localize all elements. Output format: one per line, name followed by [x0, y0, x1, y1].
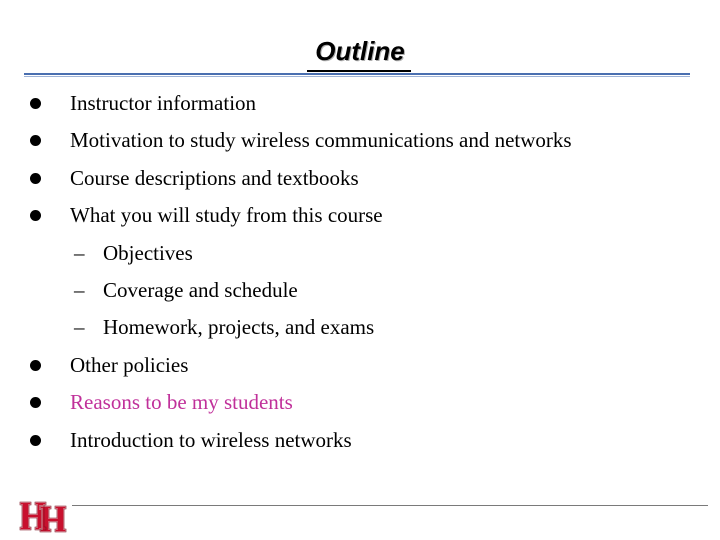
list-item-text: Introduction to wireless networks	[70, 428, 352, 452]
bullet-dot	[30, 173, 41, 184]
title-underline	[307, 70, 411, 72]
list-item-text: Course descriptions and textbooks	[70, 166, 359, 190]
sub-list-item-text: Coverage and schedule	[103, 278, 298, 302]
university-logo-icon	[18, 500, 70, 536]
sub-bullet-dash: –	[74, 315, 85, 339]
bullet-dot	[30, 135, 41, 146]
sub-bullet-dash: –	[74, 241, 85, 265]
sub-list-item-text: Homework, projects, and exams	[103, 315, 375, 339]
title-rule-secondary	[24, 76, 690, 77]
bullet-dot	[30, 210, 41, 221]
sub-list-item-text: Objectives	[103, 241, 193, 265]
list-item-text-highlight: Reasons to be my students	[70, 390, 293, 414]
sub-bullet-dash: –	[74, 278, 85, 302]
list-item-text: Other policies	[70, 353, 189, 377]
list-item-text: What you will study from this course	[70, 203, 383, 227]
title-rule	[24, 73, 690, 75]
list-item-text: Instructor information	[70, 91, 257, 115]
bullet-dot	[30, 435, 41, 446]
slide-title: Outline	[315, 36, 405, 66]
bullet-dot	[30, 98, 41, 109]
list-item-text: Motivation to study wireless communications and networks	[70, 128, 572, 152]
footer-rule	[72, 505, 708, 506]
bullet-dot	[30, 360, 41, 371]
bullet-dot	[30, 397, 41, 408]
